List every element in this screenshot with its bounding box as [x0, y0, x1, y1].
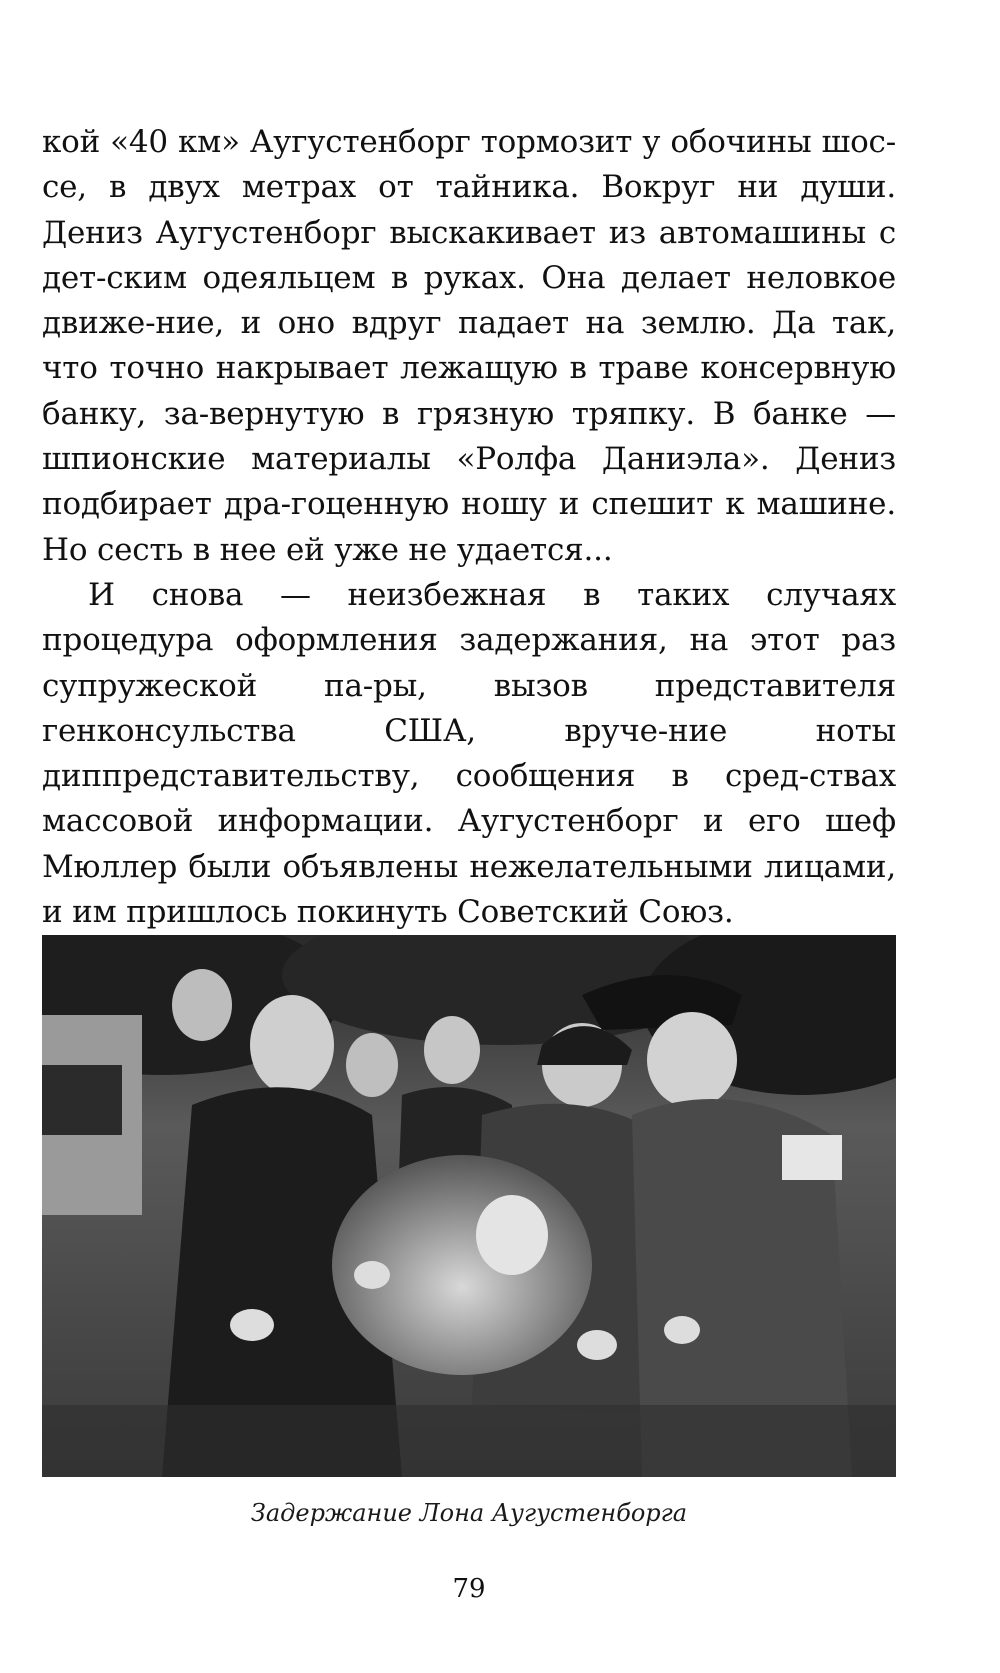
- page-number: 79: [452, 1574, 486, 1604]
- photograph-illustration: [42, 935, 896, 1477]
- body-text: [42, 120, 896, 935]
- black-and-white-photograph: [42, 935, 896, 1477]
- paragraph: И снова — неизбежная в таких случаях процедура оформления задержания, на этот раз супружеской па-ры, вызов представителя генконсульства США, вруче-ние ноты диппредставительству, сообщения в сред-ствах массовой информации. Аугустенборг и его шеф Мюллер были объявлены нежелательными лицами, и им пришлось покинуть Советский Союз.: [42, 576, 896, 931]
- photo-caption: Задержание Лона Аугустенборга: [250, 1499, 688, 1527]
- paragraph-continued: кой «40 км» Аугустенборг тормозит у обочины шос-се, в двух метрах от тайника. Вокруг ни души. Дениз Аугустенборг выскакивает из автомашины с дет-ским одеяльцем в руках. Она делает неловкое движе-ние, и оно вдруг падает на землю. Да так, что точно накрывает лежащую в траве консервную банку, за-вернутую в грязную тряпку. В банке — шпионские материалы «Ролфа Даниэла». Дениз подбирает дра-гоценную ношу и спешит к машине. Но сесть в нее ей уже не удается...: [42, 124, 896, 568]
